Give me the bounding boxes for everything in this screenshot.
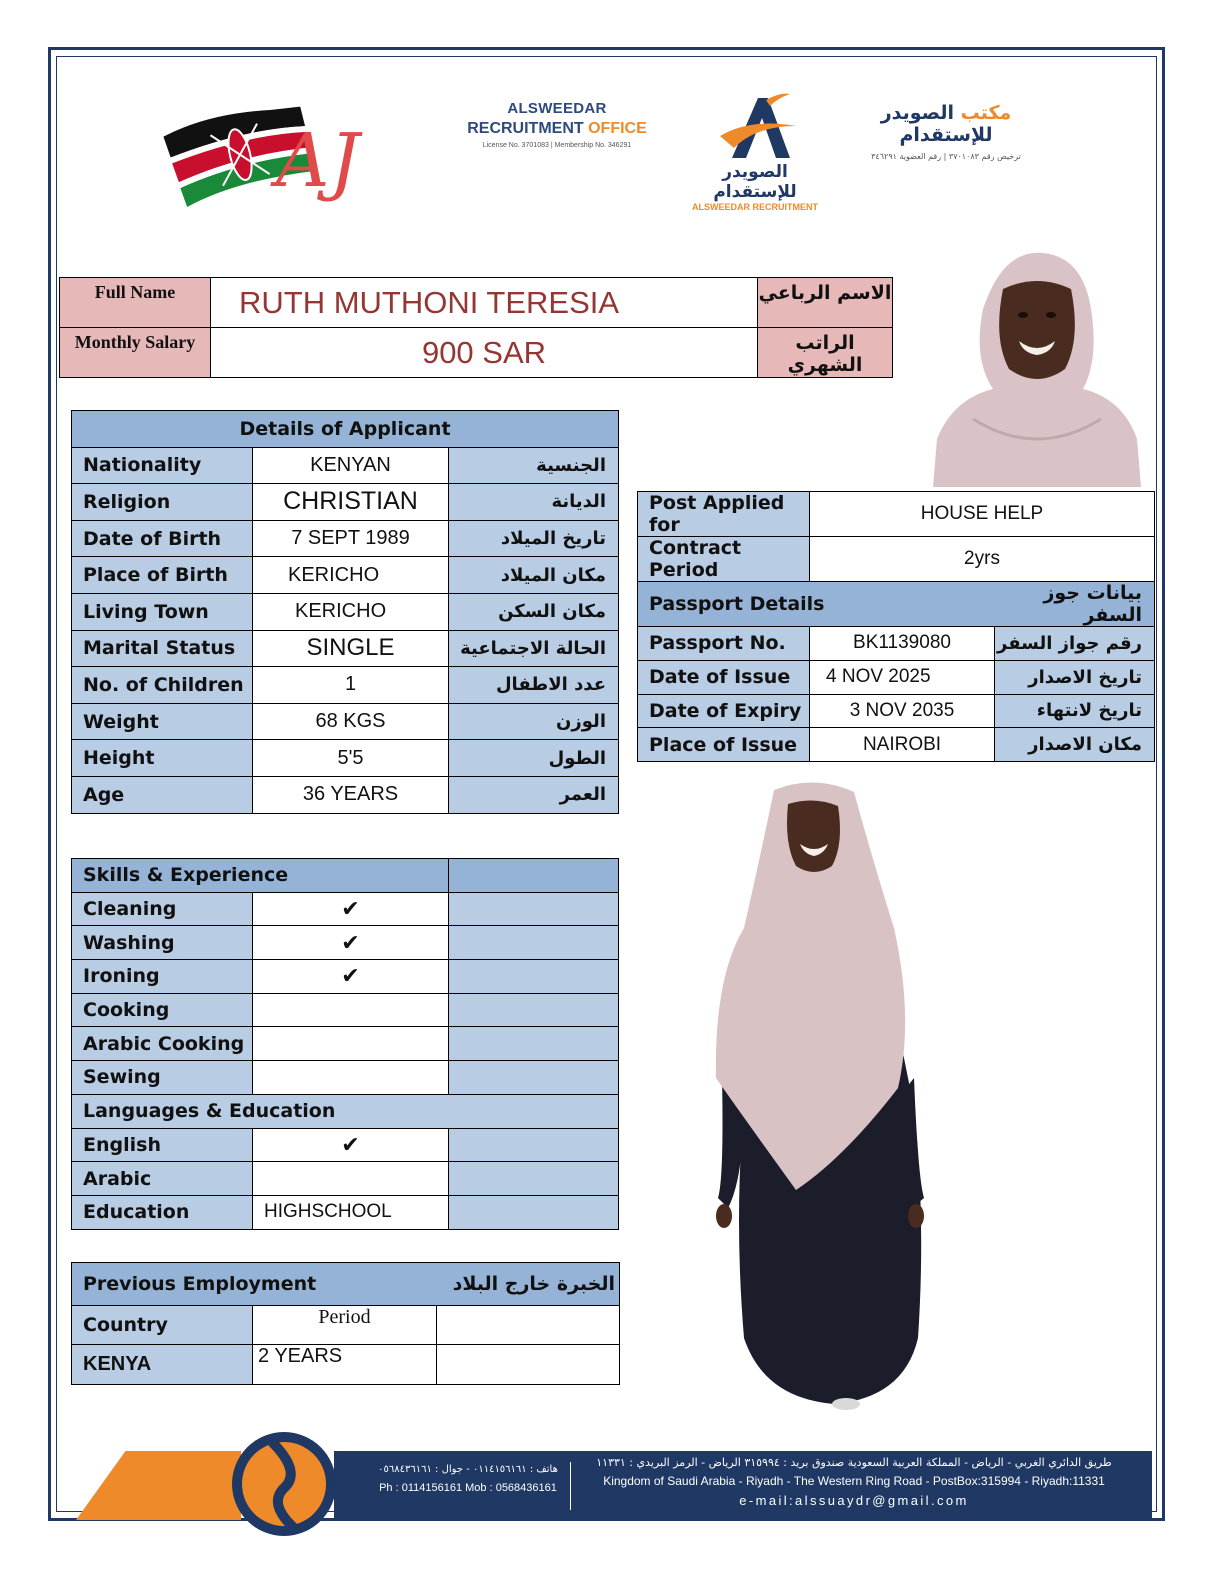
- skills-title-extra: [449, 859, 619, 893]
- skill-label: Ironing: [72, 960, 253, 994]
- table-row: [72, 667, 619, 704]
- detail-label: Age: [72, 776, 253, 813]
- prev-empty-cell: [437, 1306, 620, 1345]
- post-value: HOUSE HELP: [810, 492, 1155, 537]
- table-row: [72, 892, 619, 926]
- footer-address-block: [584, 1454, 1124, 1512]
- a-letter-icon: [710, 92, 800, 162]
- language-extra-cell: [449, 1162, 619, 1196]
- passport-label: Date of Expiry: [638, 694, 810, 728]
- passport-value: 3 NOV 2035: [810, 694, 995, 728]
- detail-label: Weight: [72, 703, 253, 740]
- footer-phone-block: [358, 1461, 578, 1499]
- country-label: Country: [72, 1306, 253, 1345]
- table-row: [72, 520, 619, 557]
- footer-phone-ar: هاتف : ٠١١٤١٥٦١٦١ - جوال : ٠٥٦٨٤٣٦١٦١: [378, 1464, 558, 1475]
- passport-label-ar: تاريخ لانتهاء: [995, 694, 1155, 728]
- logo-arabic-name: الصويدر للإستقدام: [713, 162, 797, 202]
- passport-label-ar: تاريخ الاصدار: [995, 660, 1155, 694]
- table-row: [72, 740, 619, 777]
- skill-check: [253, 993, 449, 1027]
- detail-value: 7 SEPT 1989: [253, 520, 449, 557]
- table-row: [72, 776, 619, 813]
- skill-check: ✔: [253, 960, 449, 994]
- alsweedar-a-logo: [680, 92, 830, 212]
- skill-label: Washing: [72, 926, 253, 960]
- table-row: [72, 1162, 619, 1196]
- table-row: [72, 1345, 620, 1385]
- detail-value: KERICHO: [253, 593, 449, 630]
- detail-value: 36 YEARS: [253, 776, 449, 813]
- svg-text:AJ: AJ: [276, 118, 360, 204]
- education-label: Education: [72, 1195, 253, 1229]
- table-row: [72, 926, 619, 960]
- passport-label: Date of Issue: [638, 660, 810, 694]
- detail-label: Religion: [72, 484, 253, 521]
- table-row: [638, 728, 1155, 762]
- skills-title: Skills & Experience: [72, 859, 449, 893]
- skills-experience-table: [71, 858, 619, 1230]
- table-row: [72, 1027, 619, 1061]
- skill-label: Sewing: [72, 1061, 253, 1095]
- details-title: Details of Applicant: [72, 411, 619, 448]
- table-row: [72, 1128, 619, 1162]
- skill-extra-cell: [449, 1027, 619, 1061]
- footer-address-ar: طريق الدائري الغربي - الرياض - المملكة العربية السعودية صندوق بريد : ٣١٥٩٩٤ الرياض - الرمز البريدي : ١١٣٣١: [596, 1456, 1112, 1469]
- post-passport-table: [637, 491, 1155, 762]
- passport-label-ar: مكان الاصدار: [995, 728, 1155, 762]
- footer-banner: [76, 1432, 1152, 1524]
- kenya-flag-aj-logo: [158, 84, 370, 208]
- table-row: [72, 703, 619, 740]
- skill-extra-cell: [449, 926, 619, 960]
- salary-label: Monthly Salary: [60, 328, 211, 378]
- passport-value: 4 NOV 2025: [810, 660, 995, 694]
- table-row: [638, 660, 1155, 694]
- language-check: ✔: [253, 1128, 449, 1162]
- detail-label-ar: الطول: [449, 740, 619, 777]
- skill-extra-cell: [449, 960, 619, 994]
- table-row: [72, 1306, 620, 1345]
- name-salary-table: [59, 277, 893, 378]
- detail-label: Living Town: [72, 593, 253, 630]
- post-label: Post Applied for: [638, 492, 810, 537]
- detail-value: 68 KGS: [253, 703, 449, 740]
- logo-license-line: License No. 3701083 | Membership No. 346291: [482, 142, 632, 149]
- passport-label: Passport No.: [638, 627, 810, 661]
- footer-email-link[interactable]: e-mail:alssuaydr@gmail.com: [739, 1492, 969, 1508]
- salary-value: 900 SAR: [211, 328, 758, 378]
- footer-orange-shape: [76, 1451, 241, 1520]
- full-name-label: Full Name: [60, 278, 211, 328]
- footer-circle-logo-icon: [232, 1432, 336, 1536]
- table-row: [638, 694, 1155, 728]
- footer-address-en: Kingdom of Saudi Arabia - Riyadh - The Western Ring Road - PostBox:315994 - Riyadh:11331: [603, 1473, 1105, 1488]
- detail-label-ar: مكان السكن: [449, 593, 619, 630]
- detail-label-ar: مكان الميلاد: [449, 557, 619, 594]
- country-value: KENYA: [72, 1345, 253, 1385]
- detail-value: 1: [253, 667, 449, 704]
- skill-check: ✔: [253, 926, 449, 960]
- table-row: [72, 960, 619, 994]
- full-name-label-ar: الاسم الرباعي: [758, 278, 893, 328]
- detail-label: Marital Status: [72, 630, 253, 667]
- contract-label: Contract Period: [638, 537, 810, 582]
- passport-value: NAIROBI: [810, 728, 995, 762]
- detail-label: Place of Birth: [72, 557, 253, 594]
- detail-value: 5'5: [253, 740, 449, 777]
- table-row: [72, 447, 619, 484]
- passport-value: BK1139080: [810, 627, 995, 661]
- applicant-portrait-photo: [933, 249, 1141, 487]
- logo-arabic-license: ترخيص رقم ٣٧٠١٠٨٣ | رقم العضوية ٣٤٦٢٩١: [871, 152, 1021, 161]
- detail-label: Height: [72, 740, 253, 777]
- table-row: [638, 582, 1155, 627]
- detail-label: No. of Children: [72, 667, 253, 704]
- prev-employment-title: Previous Employment: [72, 1263, 437, 1306]
- detail-label-ar: الوزن: [449, 703, 619, 740]
- detail-label: Date of Birth: [72, 520, 253, 557]
- languages-title: Languages & Education: [72, 1094, 619, 1128]
- table-row: [72, 593, 619, 630]
- table-row: [72, 484, 619, 521]
- detail-value: CHRISTIAN: [253, 484, 449, 521]
- skill-label: Cleaning: [72, 892, 253, 926]
- detail-label-ar: العمر: [449, 776, 619, 813]
- skill-check: ✔: [253, 892, 449, 926]
- alsweedar-recruitment-office-logo: [462, 100, 652, 164]
- salary-row: [60, 328, 893, 378]
- detail-label-ar: الديانة: [449, 484, 619, 521]
- skill-check: [253, 1061, 449, 1095]
- language-check: [253, 1162, 449, 1196]
- skill-extra-cell: [449, 993, 619, 1027]
- previous-employment-table: [71, 1262, 620, 1385]
- detail-label-ar: تاريخ الميلاد: [449, 520, 619, 557]
- table-row: [72, 630, 619, 667]
- table-row: [638, 627, 1155, 661]
- table-row: [72, 1061, 619, 1095]
- footer-separator: [570, 1462, 571, 1510]
- logo-line-2: RECRUITMENT OFFICE: [467, 120, 647, 137]
- prev-employment-title-ar: الخبرة خارج البلاد: [437, 1263, 620, 1306]
- prev-empty-cell: [437, 1345, 620, 1385]
- detail-label: Nationality: [72, 447, 253, 484]
- passport-label: Place of Issue: [638, 728, 810, 762]
- contract-value: 2yrs: [810, 537, 1155, 582]
- detail-value: KENYAN: [253, 447, 449, 484]
- logo-line-1: ALSWEEDAR: [507, 100, 607, 117]
- language-label: Arabic: [72, 1162, 253, 1196]
- skill-label: Cooking: [72, 993, 253, 1027]
- skill-extra-cell: [449, 892, 619, 926]
- logo-english-name: ALSWEEDAR RECRUITMENT: [692, 202, 818, 212]
- period-value: 2 YEARS: [253, 1345, 437, 1385]
- table-row: [72, 1195, 619, 1229]
- applicant-full-body-photo: [704, 778, 934, 1420]
- education-extra-cell: [449, 1195, 619, 1229]
- language-extra-cell: [449, 1128, 619, 1162]
- period-label: Period: [253, 1306, 437, 1345]
- education-value: HIGHSCHOOL: [253, 1195, 449, 1229]
- skill-extra-cell: [449, 1061, 619, 1095]
- skill-label: Arabic Cooking: [72, 1027, 253, 1061]
- table-row: [72, 993, 619, 1027]
- logo-arabic-title: مكتب الصويدر للإستقدام: [880, 102, 1012, 146]
- footer-phone-en: Ph : 0114156161 Mob : 0568436161: [379, 1482, 557, 1494]
- full-name-value: RUTH MUTHONI TERESIA: [211, 278, 758, 328]
- passport-label-ar: رقم جواز السفر: [995, 627, 1155, 661]
- table-row: [638, 492, 1155, 537]
- detail-label-ar: الجنسية: [449, 447, 619, 484]
- passport-title-ar: بيانات جوز السفر: [995, 582, 1155, 627]
- language-label: English: [72, 1128, 253, 1162]
- detail-value: KERICHO: [253, 557, 449, 594]
- detail-label-ar: عدد الاطفال: [449, 667, 619, 704]
- table-row: [72, 557, 619, 594]
- details-of-applicant-table: [71, 410, 619, 814]
- table-row: [638, 537, 1155, 582]
- skill-check: [253, 1027, 449, 1061]
- salary-label-ar: الراتب الشهري: [758, 328, 893, 378]
- alsweedar-arabic-logo: [846, 102, 1046, 161]
- passport-title: Passport Details: [638, 582, 995, 627]
- full-name-row: [60, 278, 893, 328]
- detail-label-ar: الحالة الاجتماعية: [449, 630, 619, 667]
- detail-value: SINGLE: [253, 630, 449, 667]
